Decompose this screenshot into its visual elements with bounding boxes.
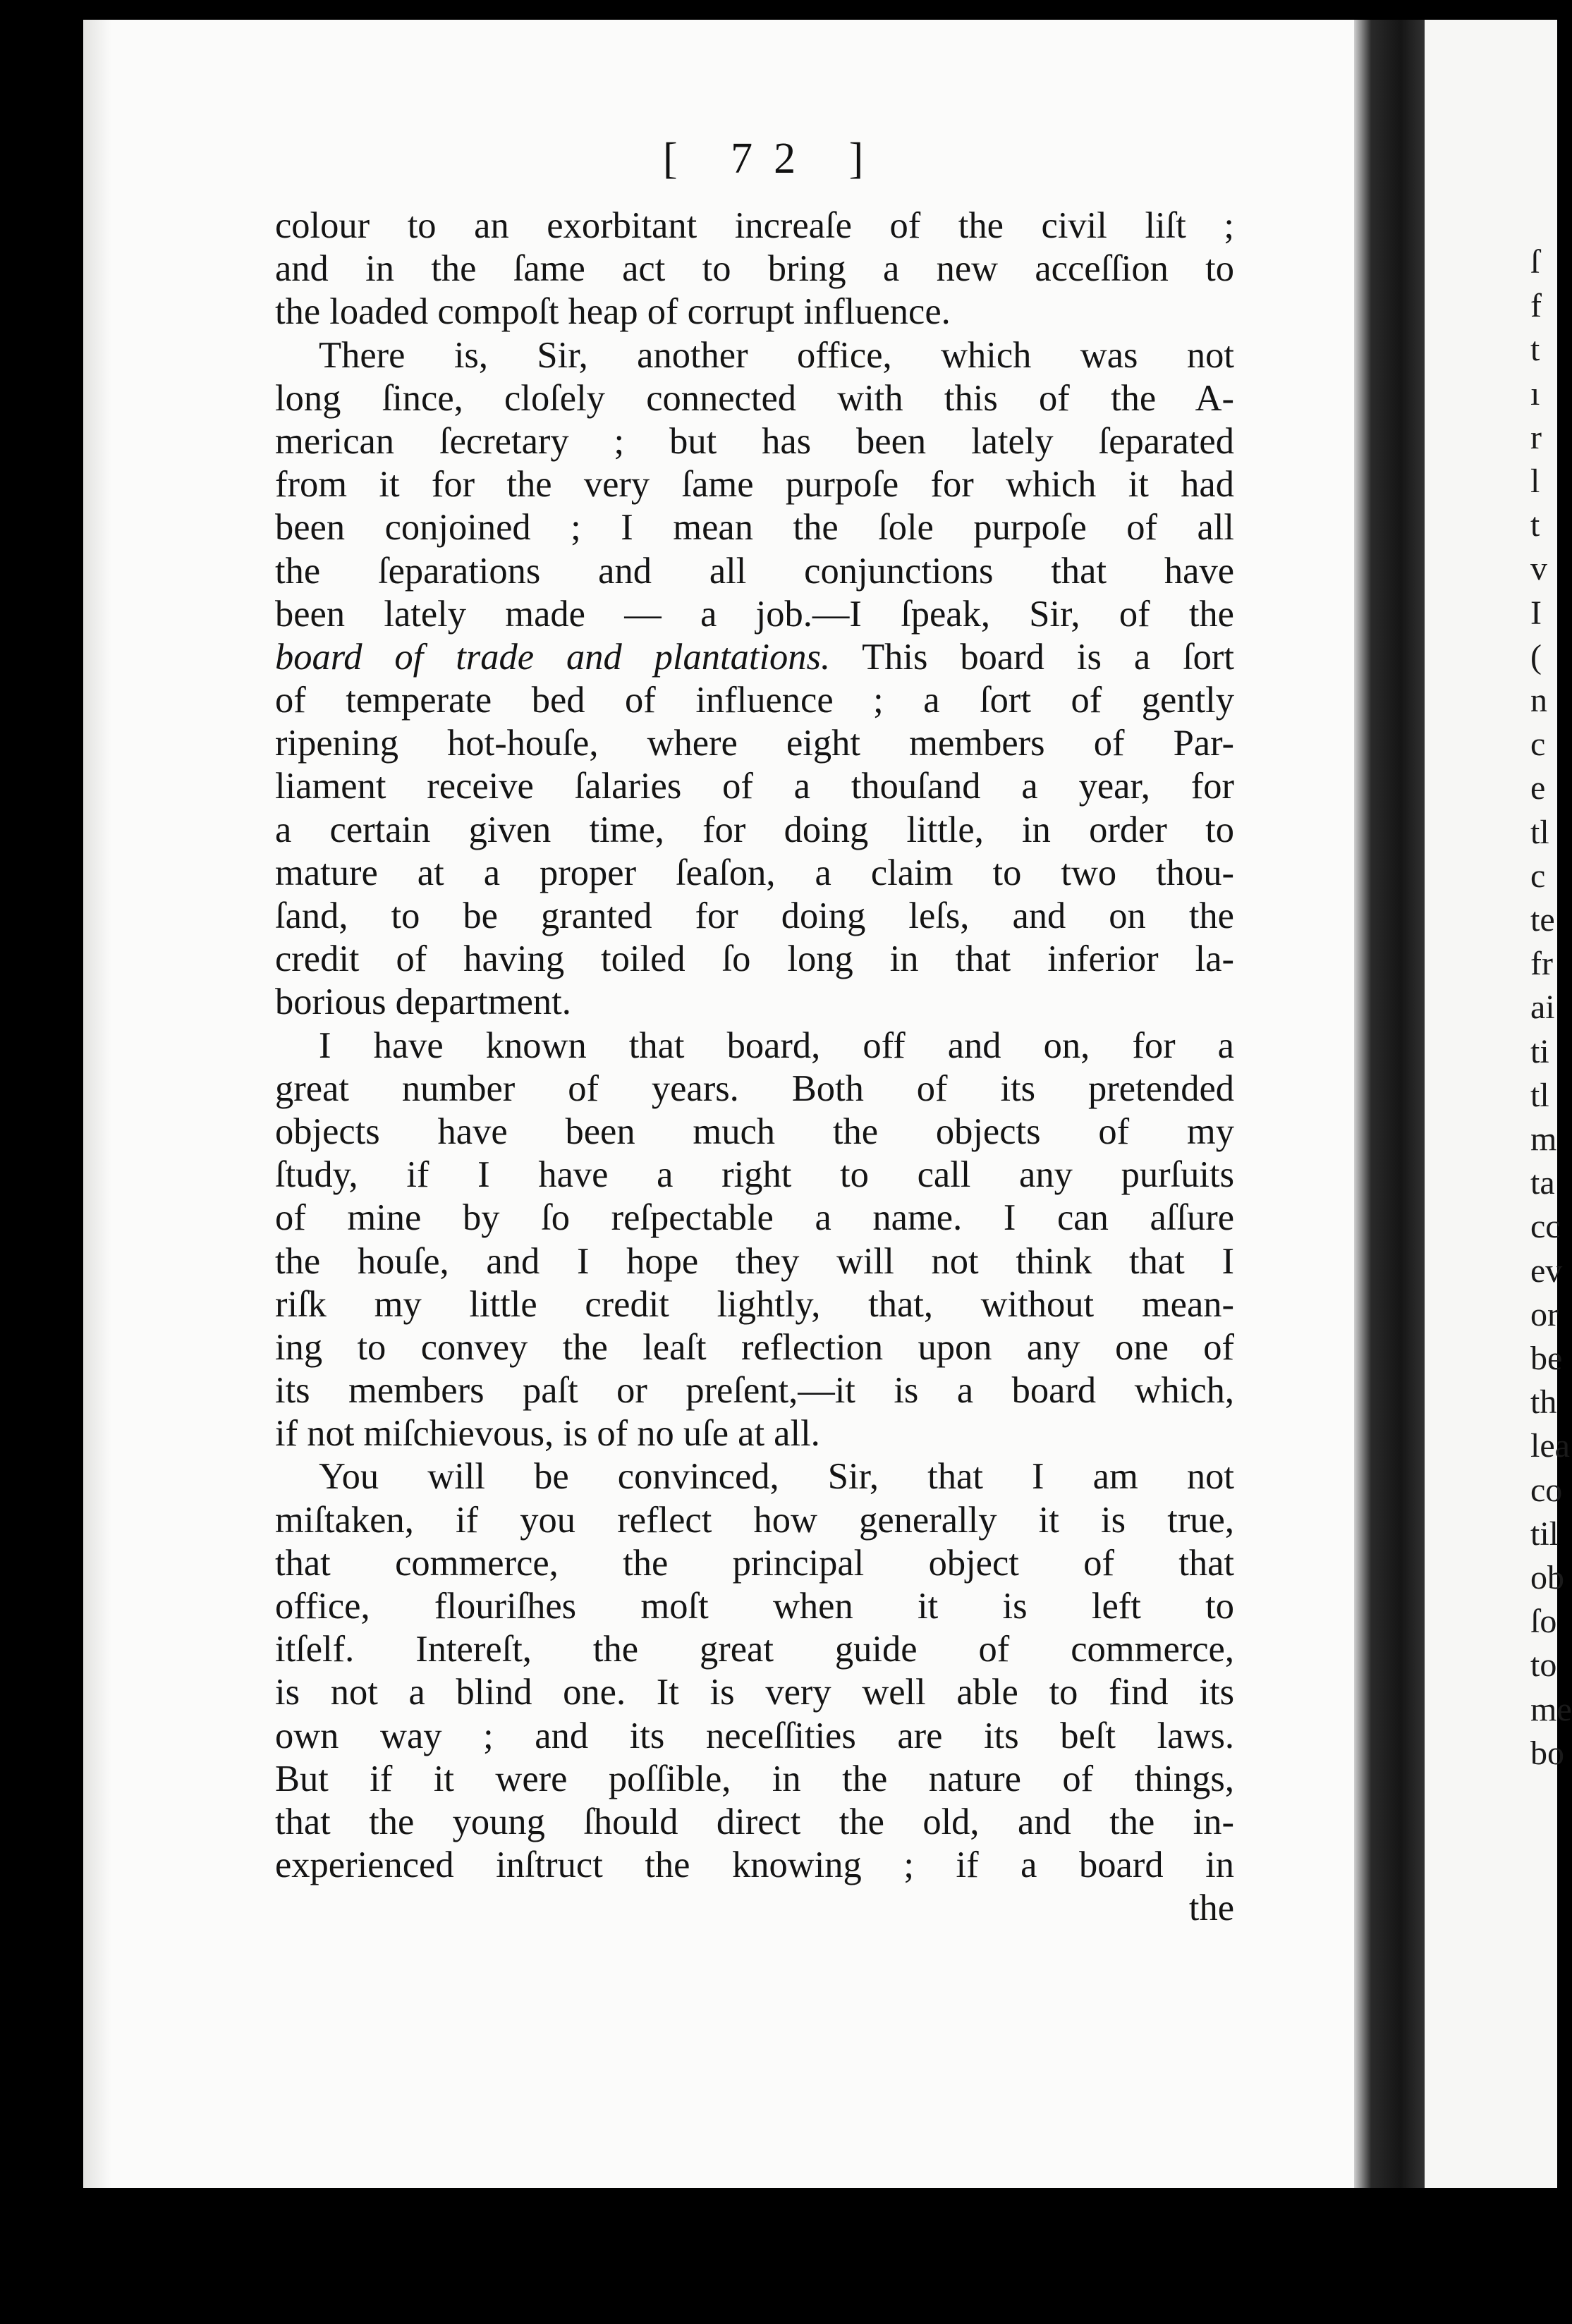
facing-page-fragment: r: [1530, 418, 1542, 456]
text-line: ſtudy, if I have a right to call any purſuits: [275, 1154, 1234, 1196]
facing-page-fragment: ſo: [1530, 1603, 1557, 1641]
facing-page-fragment: lea: [1530, 1427, 1570, 1465]
text-line: great number of years. Both of its pretended: [275, 1068, 1234, 1109]
text-line: ſand, to be granted for doing leſs, and on the: [275, 895, 1234, 936]
facing-page-fragment: or: [1530, 1295, 1559, 1333]
text-line: office, flouriſhes moſt when it is left to: [275, 1586, 1234, 1627]
text-line: But if it were poſſible, in the nature of things,: [275, 1758, 1234, 1799]
text-line: of temperate bed of influence ; a ſort of gently: [275, 680, 1234, 721]
text-line: of mine by ſo reſpectable a name. I can aſſure: [275, 1197, 1234, 1239]
italic-phrase: board of trade and plantations.: [275, 636, 831, 678]
text-line: ripening hot-houſe, where eight members of Par-: [275, 723, 1234, 764]
facing-page-fragment: t: [1530, 506, 1540, 544]
page-edge-shadow: [83, 20, 111, 2188]
facing-page-fragment: f: [1530, 287, 1542, 325]
facing-page-fragment: n: [1530, 682, 1547, 719]
facing-page-fragment: tl: [1530, 813, 1549, 851]
facing-page-fragment: til: [1530, 1515, 1559, 1553]
facing-page-fragment: th: [1530, 1383, 1557, 1421]
facing-page-fragment: ai: [1530, 989, 1555, 1027]
text-line: the houſe, and I hope they will not think that I: [275, 1240, 1234, 1282]
text-line: You will be convinced, Sir, that I am not: [319, 1456, 1234, 1498]
facing-page-fragment: ı: [1530, 374, 1540, 412]
facing-page-fragment: cc: [1530, 1208, 1561, 1246]
text-line: the: [1188, 1888, 1234, 1929]
body-text: [275, 204, 1234, 1931]
text-line: I have known that board, off and on, for a: [319, 1025, 1234, 1066]
book-gutter: [1354, 20, 1432, 2188]
text-line: experienced inſtruct the knowing ; if a board in: [275, 1845, 1234, 1886]
facing-page-fragment: v: [1530, 550, 1547, 588]
text-line: own way ; and its neceſſities are its beſt laws.: [275, 1715, 1234, 1756]
text-line: from it for the very ſame purpoſe for which it had: [275, 464, 1234, 506]
facing-page-fragment: ti: [1530, 1032, 1549, 1070]
facing-page-fragment: ſ: [1530, 243, 1540, 281]
text-line: its members paſt or preſent,—it is a board which,: [275, 1370, 1234, 1412]
facing-page-fragment: bo: [1530, 1734, 1564, 1772]
text-line: is not a blind one. It is very well able to find its: [275, 1672, 1234, 1713]
facing-page-fragment: t: [1530, 331, 1540, 369]
left-scan-edge: [0, 0, 83, 2324]
facing-page-fragment: I: [1530, 594, 1542, 632]
facing-page-fragment: co: [1530, 1471, 1563, 1509]
text-line: borious department.: [275, 981, 571, 1023]
text-line: that the young ſhould direct the old, and the in-: [275, 1801, 1234, 1842]
text-line: been lately made — a job.—I ſpeak, Sir, of the: [275, 593, 1234, 635]
text-line: colour to an exorbitant increaſe of the civil liſt ;: [275, 205, 1234, 246]
text-line: mature at a proper ſeaſon, a claim to two thou-: [275, 852, 1234, 893]
facing-page-fragment: fr: [1530, 945, 1553, 983]
text-line: long ſince, cloſely connected with this of the A-: [275, 377, 1234, 419]
page-number: [ 72 ]: [663, 135, 885, 183]
text-line: that commerce, the principal object of that: [275, 1542, 1234, 1584]
facing-page-fragment: e: [1530, 769, 1546, 807]
text-line: ing to convey the leaſt reflection upon any one of: [275, 1326, 1234, 1368]
facing-page-fragment: (: [1530, 637, 1542, 675]
text-line: and in the ſame act to bring a new acceſſion to: [275, 248, 1234, 290]
facing-page-fragment: m: [1530, 1120, 1557, 1158]
text-line: miſtaken, if you reflect how generally it is true,: [275, 1499, 1234, 1541]
text-line: objects have been much the objects of my: [275, 1111, 1234, 1152]
facing-page-fragment: c: [1530, 857, 1546, 895]
text-line-rest: This board is a ſort: [830, 636, 1234, 678]
facing-page: [1425, 20, 1572, 2188]
facing-page-fragment: me: [1530, 1690, 1572, 1728]
text-line: a certain given time, for doing little, in order to: [275, 809, 1234, 850]
facing-page-fragment: ev: [1530, 1252, 1563, 1290]
facing-page-fragment: ta: [1530, 1164, 1555, 1202]
text-line: itſelf. Intereſt, the great guide of commerce,: [275, 1629, 1234, 1670]
text-line: the ſeparations and all conjunctions that have: [275, 550, 1234, 592]
facing-page-fragment: ob: [1530, 1559, 1564, 1596]
text-line: There is, Sir, another office, which was not: [319, 334, 1234, 376]
text-line: been conjoined ; I mean the ſole purpoſe of all: [275, 507, 1234, 549]
text-line: if not miſchievous, is of no uſe at all.: [275, 1413, 820, 1455]
facing-page-fragment: be: [1530, 1340, 1563, 1377]
text-line: riſk my little credit lightly, that, without mean-: [275, 1283, 1234, 1325]
facing-page-fragment: to: [1530, 1646, 1557, 1684]
text-line: [275, 636, 1234, 679]
text-line: credit of having toiled ſo long in that inferior la-: [275, 938, 1234, 980]
text-line: the loaded compoſt heap of corrupt influence.: [275, 291, 951, 333]
text-line: merican ſecretary ; but has been lately ſeparated: [275, 420, 1234, 462]
facing-page-fragment: c: [1530, 726, 1546, 764]
facing-page-fragment: tl: [1530, 1076, 1549, 1114]
facing-page-fragment: te: [1530, 901, 1555, 938]
facing-page-fragment: l: [1530, 463, 1540, 500]
text-line: liament receive ſalaries of a thouſand a year, for: [275, 766, 1234, 807]
